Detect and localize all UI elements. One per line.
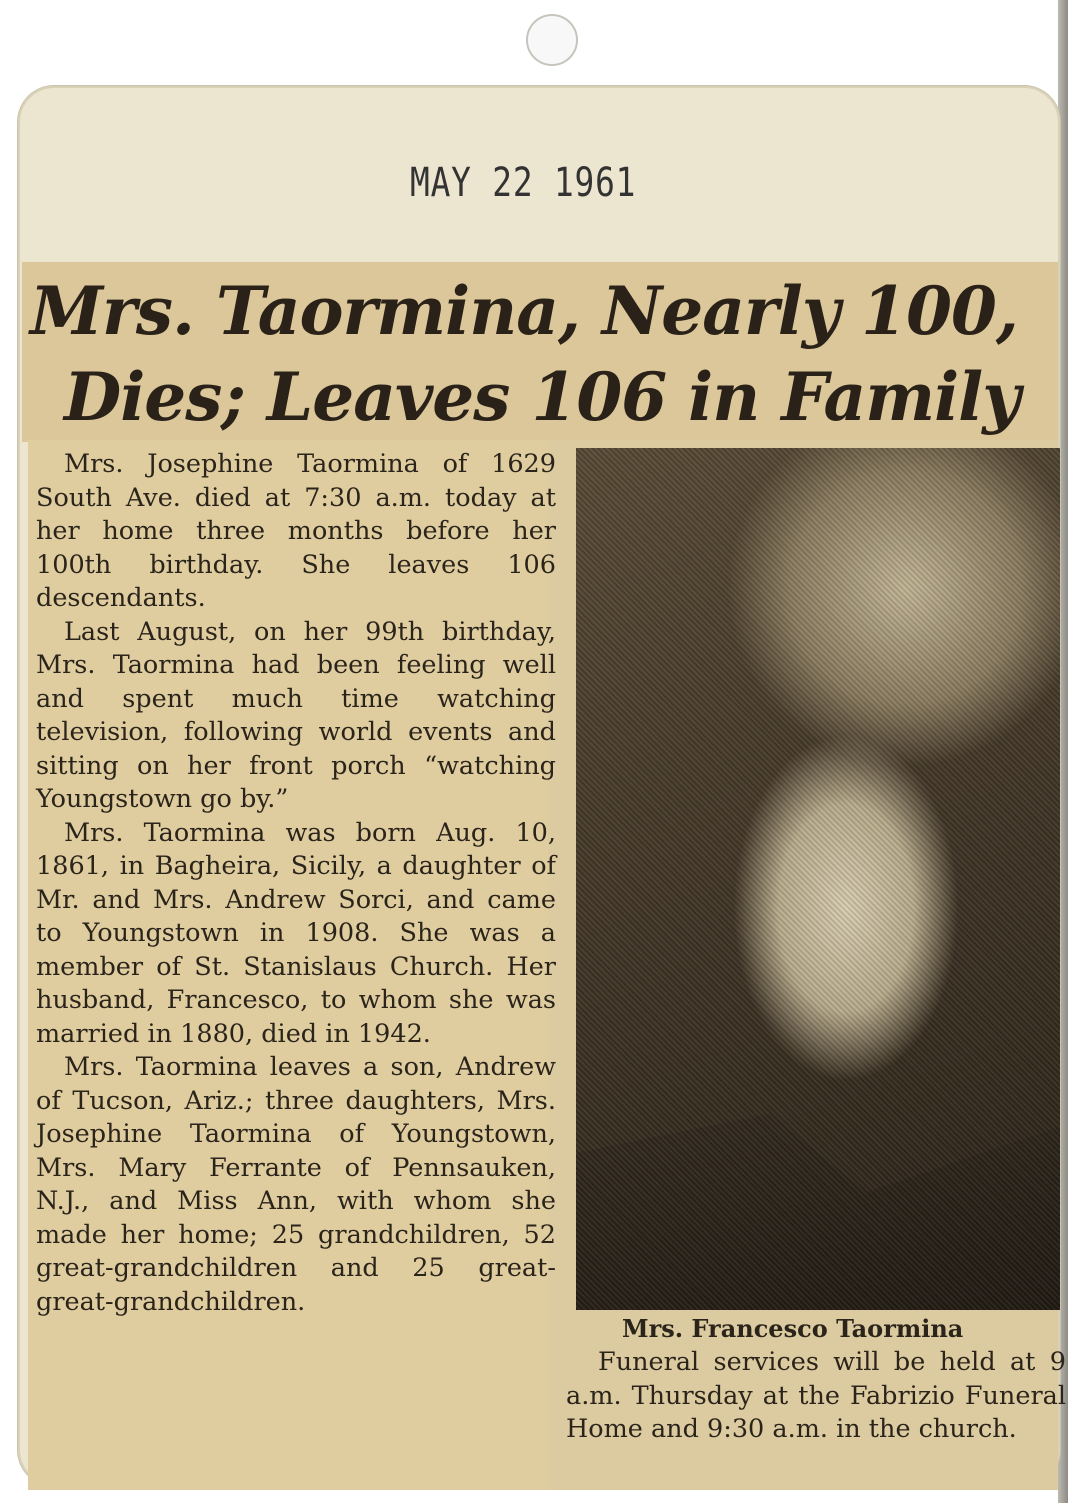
- punch-hole: [526, 14, 578, 66]
- paragraph-4: Mrs. Taormina leaves a son, Andrew of Tucson, Ariz.; three daughters, Mrs. Josephine Taormina of Youngstown, Mrs. Mary Ferrante of Pennsauken, N.J., and Miss Ann, with whom she made her home; 25 grandchildren, 52 great-grandchildren and 25 great-great-grandchildren.: [36, 1052, 556, 1317]
- photo-caption: Mrs. Francesco Taormina: [622, 1314, 964, 1343]
- article-body: [36, 448, 556, 1319]
- headline-line-1: Mrs. Taormina, Nearly 100,: [30, 272, 1018, 350]
- photo-halftone: [576, 448, 1060, 1310]
- funeral-paragraph: Funeral services will be held at 9 a.m. Thursday at the Fabrizio Funeral Home and 9:30 a.m. in the church.: [566, 1347, 1066, 1444]
- paragraph-1: Mrs. Josephine Taormina of 1629 South Ave. died at 7:30 a.m. today at her home three months before her 100th birthday. She leaves 106 descendants.: [36, 449, 556, 613]
- paragraph-2: Last August, on her 99th birthday, Mrs. Taormina had been feeling well and spent much time watching television, following world events and sitting on her front porch “watching Youngstown go by.”: [36, 616, 556, 814]
- paragraph-3: Mrs. Taormina was born Aug. 10, 1861, in Bagheira, Sicily, a daughter of Mr. and Mrs. Andrew Sorci, and came to Youngstown in 1908. She was a member of St. Stanislaus Church. Her husband, Francesco, to whom she was married in 1880, died in 1942.: [36, 817, 556, 1049]
- headline-line-2: Dies; Leaves 106 in Family: [64, 358, 1020, 436]
- funeral-notice: [566, 1346, 1066, 1447]
- date-stamp: MAY 22 1961: [410, 160, 637, 206]
- portrait-photo: [576, 448, 1060, 1310]
